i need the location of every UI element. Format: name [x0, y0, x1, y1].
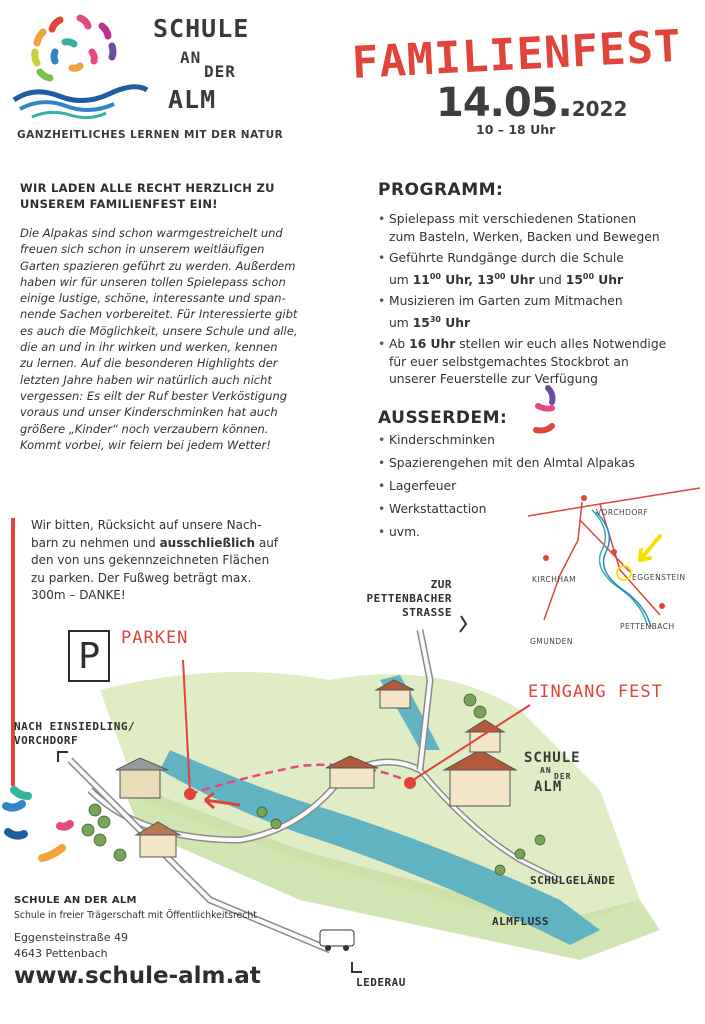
- notice-line: den von uns gekennzeichneten Flächen: [31, 553, 270, 568]
- logo-line-der: DER: [204, 62, 236, 81]
- footer-address: [14, 930, 128, 962]
- footer-website-link[interactable]: www.schule-alm.at: [14, 963, 261, 989]
- programm-heading: PROGRAMM:: [378, 180, 504, 200]
- school-location-circle: [617, 566, 631, 580]
- map-school-line: SCHULE: [524, 750, 581, 766]
- notice-line: zu parken. Der Fußweg beträgt max.: [31, 570, 252, 585]
- logo-line-schule: SCHULE: [153, 14, 250, 43]
- zur-pettenbacher-label: [362, 578, 452, 620]
- overview-label-eggenstein: EGGENSTEIN: [632, 573, 686, 582]
- overview-label-kirchham: KIRCHHAM: [532, 575, 577, 584]
- time-suffix: Uhr: [440, 315, 471, 330]
- intro-line: Kommt vorbei, wir feiern bei jedem Wetter!: [20, 437, 271, 452]
- notice-line: [31, 535, 291, 553]
- ausserdem-item: • uvm.: [378, 524, 688, 542]
- bus-icon: [320, 930, 354, 951]
- programm-list: [378, 211, 698, 393]
- programm-item: [378, 336, 698, 389]
- footer-school-name: SCHULE AN DER ALM: [14, 895, 137, 906]
- programm-text: • Spielepass mit verschiedenen Stationen: [389, 212, 637, 226]
- event-year: 2022: [571, 97, 628, 121]
- nach-einsiedling-label: [14, 720, 135, 748]
- programm-text: um: [389, 272, 413, 287]
- map-label-line: ZUR: [430, 578, 452, 591]
- entrance-marker-icon: [404, 777, 416, 789]
- overview-marker-icon: [611, 549, 617, 555]
- programm-text: um: [389, 315, 413, 330]
- direction-arrow-icon: [58, 752, 68, 762]
- programm-text: • Musizieren im Garten zum Mitmachen: [389, 294, 623, 309]
- intro-paragraph: [20, 225, 350, 453]
- intro-line: freuen sich schon in unserem weitläufigen: [20, 242, 265, 257]
- footer-city: 4643 Pettenbach: [14, 947, 108, 960]
- intro-line: letzten Jahre haben wir natürlich auch nicht: [20, 372, 272, 387]
- time-value: 11: [412, 272, 430, 287]
- map-school-line: ALM: [534, 779, 563, 795]
- programm-item: [378, 250, 698, 289]
- time-suffix: Uhr,: [440, 272, 478, 287]
- time-value: 16 Uhr: [409, 337, 456, 352]
- time-suffix: Uhr: [594, 272, 624, 287]
- overview-marker-icon: [581, 495, 587, 501]
- map-label-line: STRASSE: [402, 606, 452, 619]
- intro-heading: [20, 180, 275, 212]
- ausserdem-heading: AUSSERDEM:: [378, 408, 508, 428]
- event-title: FAMILIENFEST: [350, 20, 683, 89]
- programm-text: zum Basteln, Werken, Backen und Bewegen: [389, 229, 660, 244]
- map-school-label: [524, 750, 604, 795]
- programm-text: stellen wir euch alles Notwendige: [455, 337, 667, 352]
- intro-line: vergessen: Es eilt der Ruf bester Verköstigung: [20, 388, 288, 403]
- time-minutes: 00: [494, 271, 506, 281]
- overview-label-vorchdorf: VORCHDORF: [596, 508, 649, 517]
- programm-item: [378, 293, 698, 332]
- eingang-label: EINGANG FEST: [528, 682, 663, 702]
- map-label-line: PETTENBACHER: [366, 592, 452, 605]
- footer-street: Eggensteinstraße 49: [14, 931, 128, 944]
- intro-line: Die Alpakas sind schon warmgestreichelt und: [20, 226, 283, 240]
- logo-tagline: GANZHEITLICHES LERNEN MIT DER NATUR: [17, 129, 284, 141]
- notice-line: 300m – DANKE!: [31, 588, 126, 603]
- time-minutes: 00: [429, 271, 441, 281]
- map-label-line: NACH EINSIEDLING/: [14, 720, 136, 733]
- event-date: 14.05.: [436, 80, 572, 126]
- overview-label-pettenbach: PETTENBACH: [620, 622, 675, 631]
- intro-line: es auch die Möglichkeit, unsere Schule und alle,: [20, 323, 298, 338]
- programm-text: Ab: [389, 337, 410, 352]
- overview-marker-icon: [543, 555, 549, 561]
- notice-text: barn zu nehmen und: [31, 535, 160, 550]
- programm-text: [389, 336, 698, 354]
- time-value: 15: [412, 315, 430, 330]
- ausserdem-item: • Spazierengehen mit den Almtal Alpakas: [378, 455, 688, 473]
- logo-line-an: AN: [180, 48, 202, 67]
- map-school-line: DER: [554, 772, 572, 781]
- event-date-row: [436, 80, 627, 126]
- intro-line: voraus und unser Kinderschminken hat auch: [20, 405, 278, 420]
- programm-text: [389, 311, 698, 333]
- time-value: 13: [477, 272, 495, 287]
- direction-arrow-icon: [460, 616, 466, 632]
- time-minutes: 30: [429, 314, 441, 324]
- time-suffix: Uhr: [505, 272, 535, 287]
- overview-label-gmunden: GMUNDEN: [530, 637, 574, 646]
- time-value: 15: [565, 272, 583, 287]
- intro-line: nende Sachen vorbereitet. Für Interessierte gibt: [20, 307, 298, 322]
- logo-line-alm: ALM: [168, 85, 217, 114]
- footer-subtitle: Schule in freier Trägerschaft mit Öffentlichkeitsrecht: [14, 910, 257, 921]
- programm-text: für euer selbstgemachtes Stockbrot an: [389, 354, 629, 369]
- schulgelaende-label: SCHULGELÄNDE: [530, 874, 616, 887]
- parking-sign-letter: P: [78, 635, 100, 677]
- intro-line: haben wir für unseren tollen Spielepass schon: [20, 274, 286, 289]
- intro-line: einige lustige, schöne, interessante und span-: [20, 291, 286, 306]
- direction-arrow-icon: [352, 962, 362, 972]
- ausserdem-item: • Werkstattaction: [378, 501, 688, 519]
- almfluss-label: ALMFLUSS: [492, 915, 549, 928]
- notice-text: auf: [255, 535, 279, 550]
- programm-item: [378, 211, 698, 246]
- map-label-line: VORCHDORF: [14, 734, 79, 747]
- logo-swirl-icon: [10, 8, 150, 128]
- parking-notice: [31, 517, 291, 605]
- notice-emphasis: ausschließlich: [159, 535, 256, 550]
- parking-marker-icon: [184, 788, 196, 800]
- intro-line: die an und in ihr wirken und werken, kennen: [20, 340, 278, 355]
- parking-sign: [68, 630, 110, 682]
- intro-line: zu lernen. Auf die besonderen Highlights der: [20, 356, 278, 371]
- event-time: 10 – 18 Uhr: [476, 122, 556, 137]
- programm-text: unserer Feuerstelle zur Verfügung: [389, 372, 598, 387]
- intro-line: größere „Kinder“ noch verzaubern können.: [20, 421, 269, 436]
- time-minutes: 00: [582, 271, 595, 281]
- ausserdem-item: • Lagerfeuer: [378, 478, 688, 496]
- yellow-arrow-icon: [640, 536, 660, 560]
- map-school-line: AN: [540, 766, 552, 775]
- intro-heading-line: UNSEREM FAMILIENFEST EIN!: [20, 197, 218, 211]
- lederau-label: LEDERAU: [356, 976, 406, 989]
- programm-text: [389, 268, 698, 290]
- programm-text: • Geführte Rundgänge durch die Schule: [389, 251, 624, 265]
- intro-line: Garten spazieren geführt zu werden. Außerdem: [20, 258, 296, 273]
- intro-heading-line: WIR LADEN ALLE RECHT HERZLICH ZU: [20, 181, 275, 195]
- parken-label: PARKEN: [121, 628, 189, 648]
- programm-text: und: [534, 272, 566, 287]
- ausserdem-item: • Kinderschminken: [378, 432, 688, 450]
- notice-line: Wir bitten, Rücksicht auf unsere Nach-: [31, 518, 262, 532]
